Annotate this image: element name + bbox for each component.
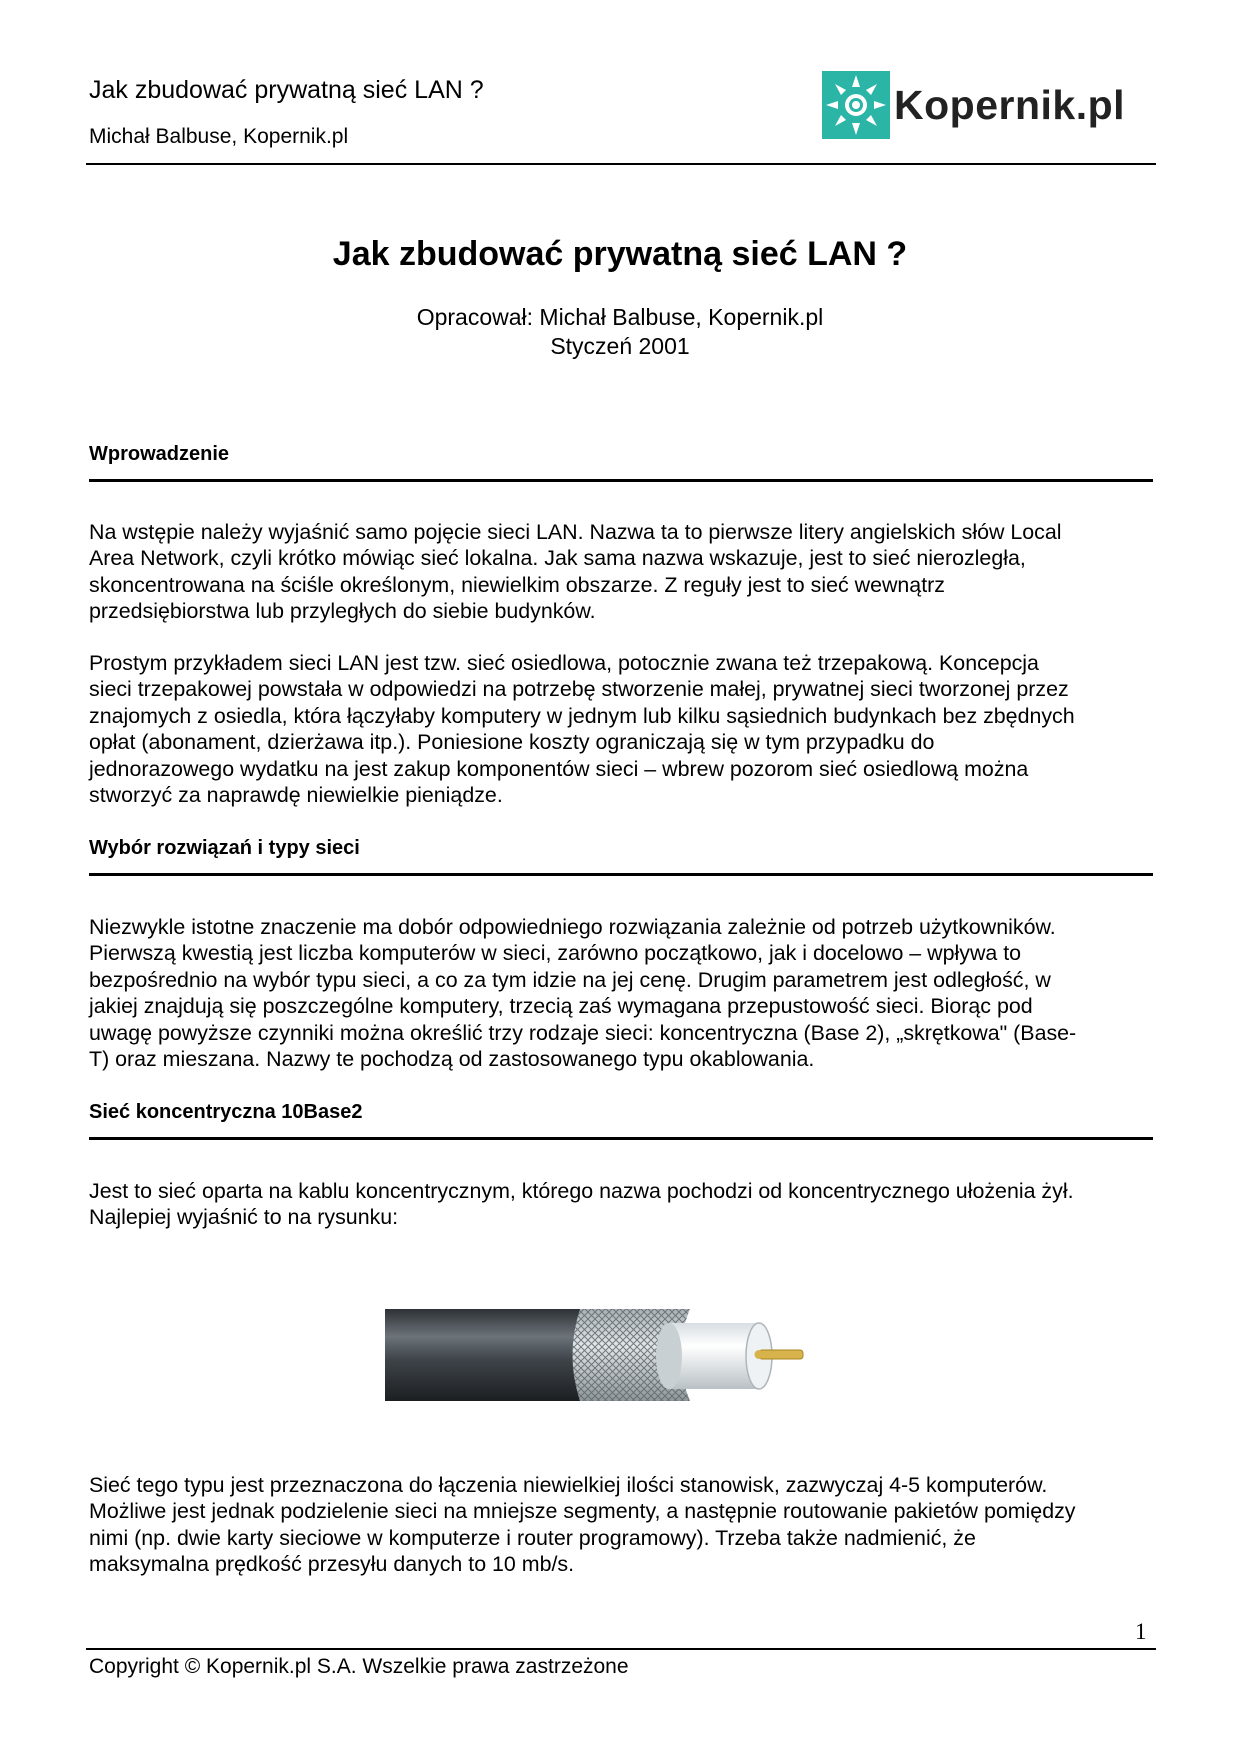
text-line: Na wstępie należy wyjaśnić samo pojęcie sieci LAN. Nazwa ta to pierwsze litery angielskich słów Local	[89, 520, 1062, 544]
section-divider	[89, 873, 1153, 876]
section-heading: Wprowadzenie	[89, 443, 230, 465]
section-divider	[89, 1137, 1153, 1140]
text-line: Pierwszą kwestią jest liczba komputerów w sieci, zarówno początkowo, jak i docelowo – wpływa to	[89, 941, 1022, 966]
text-line: uwagę powyższe czynniki można określić trzy rodzaje sieci: koncentryczna (Base 2), „skrętkowa" (Base-	[89, 1020, 1077, 1045]
text-line: Najlepiej wyjaśnić to na rysunku:	[89, 1205, 399, 1230]
paragraph	[89, 650, 1157, 808]
author-line: Opracował: Michał Balbuse, Kopernik.pl	[416, 304, 824, 330]
text-line: Sieć tego typu jest przeznaczona do łączenia niewielkiej ilości stanowisk, zazwyczaj 4-5 komputerów.	[89, 1473, 1048, 1497]
text-line: Niezwykle istotne znaczenie ma dobór odpowiedniego rozwiązania zależnie od potrzeb użytkowników.	[89, 915, 1056, 939]
date-line: Styczeń 2001	[550, 333, 690, 359]
document-title: Jak zbudować prywatną sieć LAN ?	[332, 235, 908, 273]
text-line: opłat (abonament, dzierżawa itp.). Poniesione koszty ograniczają się w tym przypadku do	[89, 730, 935, 755]
section-heading: Wybór rozwiązań i typy sieci	[89, 837, 360, 859]
text-line: stworzyć za naprawdę niewielkie pieniądze.	[89, 783, 503, 808]
footer-divider	[86, 1648, 1156, 1650]
paragraph	[89, 519, 1157, 625]
text-line: Prostym przykładem sieci LAN jest tzw. sieć osiedlowa, potocznie zwana też trzepakową. Koncepcja	[89, 651, 1039, 675]
text-line: Area Network, czyli krótko mówiąc sieć lokalna. Jak sama nazwa wskazuje, jest to sieć nierozległa,	[89, 546, 1026, 571]
text-line: nimi (np. dwie karty sieciowe w komputerze i router programowy). Trzeba także nadmienić, że	[89, 1525, 976, 1550]
text-line: skoncentrowana na ściśle określonym, niewielkim obszarze. Z reguły jest to sieć wewnątrz	[89, 572, 945, 597]
text-line: Możliwe jest jednak podzielenie sieci na mniejsze segmenty, a następnie routowanie pakietów pomiędzy	[89, 1499, 1076, 1524]
text-line: jakiej znajdują się poszczególne komputery, trzecią zaś wymagana przepustowość sieci. Biorąc pod	[89, 994, 1033, 1019]
logo-wordmark: Kopernik.pl	[894, 81, 1126, 128]
text-line: Jest to sieć oparta na kablu koncentrycznym, którego nazwa pochodzi od koncentrycznego ułożenia żył.	[89, 1179, 1074, 1203]
paragraph	[89, 1472, 1157, 1578]
page-number: 1	[1135, 1619, 1147, 1644]
text-line: znajomych z osiedla, która łączyłaby komputery w jednym lub kilku sąsiednich budynkach bez zbędnych	[89, 703, 1075, 728]
text-line: sieci trzepakowej powstała w odpowiedzi na potrzebę stworzenie małej, prywatnej sieci tworzonej przez	[89, 677, 1069, 702]
text-line: bezpośrednio na wybór typu sieci, a co za tym idzie na jej cenę. Drugim parametrem jest odległość, w	[89, 967, 1051, 992]
sun-logo-icon	[822, 71, 890, 139]
text-line: T) oraz mieszana. Nazwy te pochodzą od zastosowanego typu okablowania.	[89, 1047, 815, 1072]
kopernik-logo	[822, 70, 1157, 140]
cable-copper-core	[759, 1350, 803, 1359]
header-divider	[86, 163, 1156, 165]
text-line: jednorazowego wydatku na jest zakup komponentów sieci – wbrew pozorom sieć osiedlową można	[89, 756, 1029, 781]
paragraph	[89, 914, 1157, 1072]
section-heading: Sieć koncentryczna 10Base2	[89, 1101, 363, 1123]
cable-jacket	[385, 1309, 600, 1401]
copyright-notice: Copyright © Kopernik.pl S.A. Wszelkie prawa zastrzeżone	[89, 1655, 629, 1678]
running-header-author: Michał Balbuse, Kopernik.pl	[89, 125, 349, 148]
section-divider	[89, 479, 1153, 482]
byline	[0, 303, 1240, 361]
text-line: maksymalna prędkość przesyłu danych to 10 mb/s.	[89, 1552, 575, 1577]
text-line: przedsiębiorstwa lub przyległych do siebie budynków.	[89, 599, 596, 624]
coaxial-cable-illustration	[385, 1305, 855, 1405]
running-header-title: Jak zbudować prywatną sieć LAN ?	[89, 76, 484, 104]
paragraph	[89, 1178, 1157, 1231]
